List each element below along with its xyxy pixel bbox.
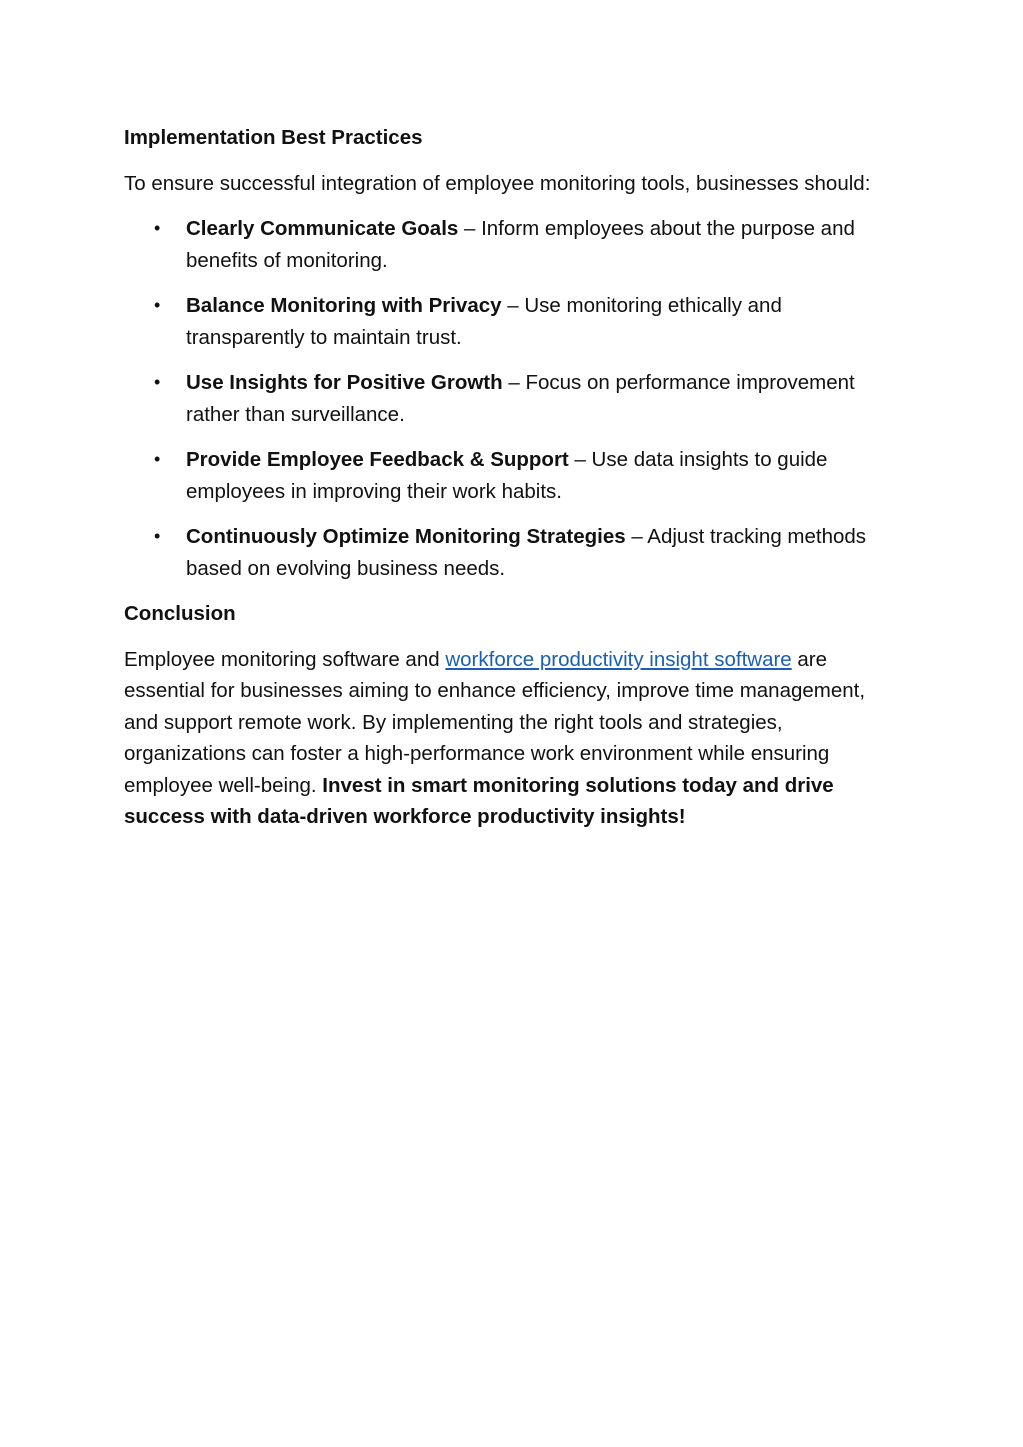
conclusion-paragraph: [124, 644, 902, 833]
list-item-title: Use Insights for Positive Growth: [186, 371, 503, 394]
productivity-software-link[interactable]: workforce productivity insight software: [445, 647, 792, 671]
bullet-icon: •: [154, 372, 161, 392]
section-heading-conclusion: Conclusion: [124, 602, 236, 625]
bullet-icon: •: [154, 526, 161, 546]
conclusion-text-middle: are essential for businesses aiming to enhance efficiency, improve time management, and support remote work. By implementing the right tools and strategies, organizations can foster a high-performance work environment while ensuring employee well-being.: [124, 647, 866, 797]
best-practices-list: [124, 213, 902, 584]
bullet-icon: •: [154, 449, 161, 469]
bullet-icon: •: [154, 218, 161, 238]
list-item-text: – Inform employees about the purpose and benefits of monitoring.: [186, 217, 855, 272]
list-item: [154, 290, 902, 353]
list-item-title: Provide Employee Feedback & Support: [186, 448, 569, 471]
list-item-title: Clearly Communicate Goals: [186, 217, 459, 240]
intro-paragraph: To ensure successful integration of employee monitoring tools, businesses should:: [124, 171, 871, 195]
list-item: [154, 444, 902, 507]
conclusion-call-to-action: Invest in smart monitoring solutions today and drive success with data-driven workforce productivity insights!: [124, 773, 834, 828]
conclusion-text-start: Employee monitoring software and: [124, 647, 446, 671]
document-page: [124, 122, 902, 847]
list-item: [154, 521, 902, 584]
list-item: [154, 213, 902, 276]
list-item-text: – Focus on performance improvement rather than surveillance.: [186, 371, 855, 426]
list-item-text: – Use data insights to guide employees in improving their work habits.: [186, 448, 828, 503]
list-item-text: – Adjust tracking methods based on evolving business needs.: [186, 525, 867, 580]
bullet-icon: •: [154, 295, 161, 315]
section-heading-best-practices: Implementation Best Practices: [124, 126, 423, 149]
list-item-title: Balance Monitoring with Privacy: [186, 294, 502, 317]
list-item-text: – Use monitoring ethically and transparently to maintain trust.: [186, 294, 782, 349]
list-item-title: Continuously Optimize Monitoring Strategies: [186, 525, 626, 548]
list-item: [154, 367, 902, 430]
